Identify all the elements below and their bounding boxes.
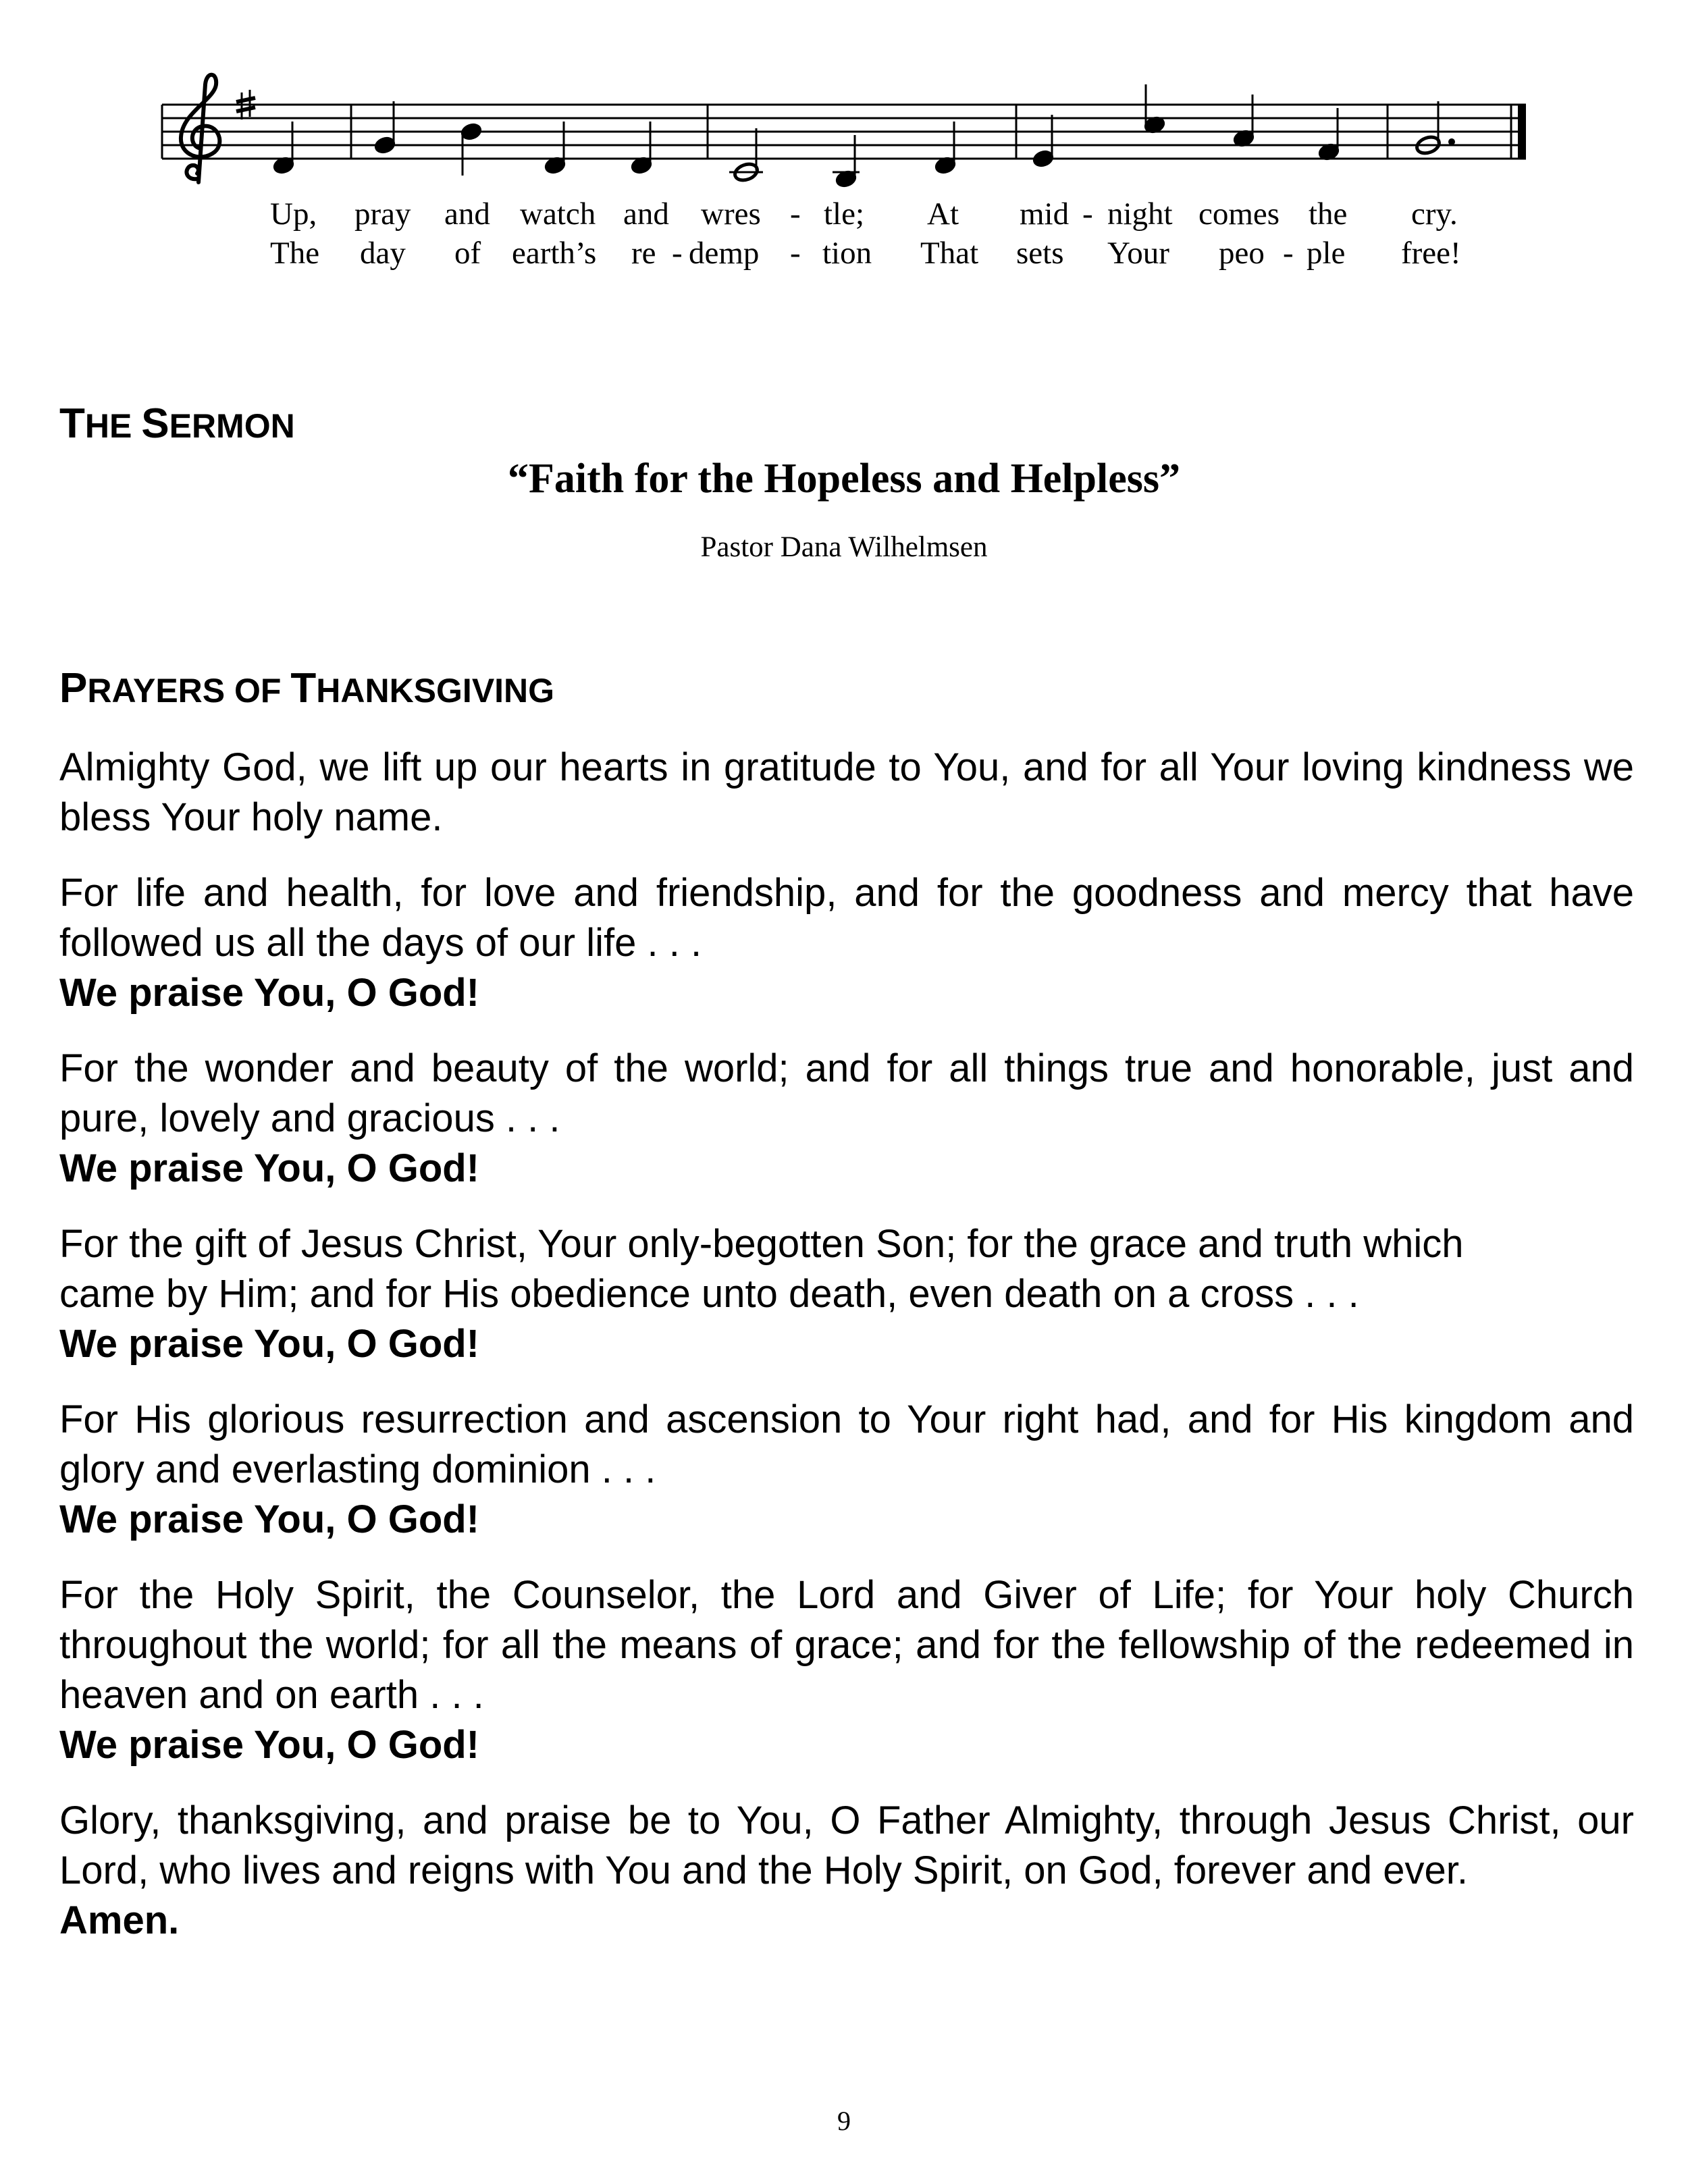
lyric-syllable: earth’s	[512, 236, 597, 271]
prayer-intro: Almighty God, we lift up our hearts in gratitude to You, and for all Your loving kindness we bless Your holy name.	[59, 745, 1634, 839]
sermon-heading: THE SERMON	[59, 400, 295, 447]
sermon-title: “Faith for the Hopeless and Helpless”	[507, 456, 1181, 502]
preacher-name: Pastor Dana Wilhelmsen	[700, 531, 988, 563]
hymn-verse-1	[155, 196, 1539, 232]
lyric-syllable: the	[1309, 196, 1348, 232]
lyric-syllable: tle;	[824, 196, 865, 232]
lyric-syllable: -	[790, 196, 801, 232]
lyric-syllable: sets	[1016, 236, 1064, 271]
lyric-syllable: day	[360, 236, 406, 271]
amen: Amen.	[59, 1898, 180, 1942]
prayers-heading: PRAYERS OF THANKSGIVING	[59, 665, 555, 712]
page-number: 9	[837, 2106, 851, 2136]
prayer-response: We praise You, O God!	[59, 1497, 479, 1541]
lyric-syllable: -	[672, 236, 683, 271]
lyric-syllable: tion	[822, 236, 872, 271]
lyric-syllable: free!	[1401, 236, 1461, 271]
prayer-petition: For life and health, for love and friendship, and for the goodness and mercy that have followed us all the days of our life . . .	[59, 871, 1634, 965]
lyric-syllable: comes	[1198, 196, 1280, 232]
lyric-syllable: cry.	[1411, 196, 1458, 232]
prayer-petition-line: came by Him; and for His obedience unto death, even death on a cross . . .	[59, 1272, 1359, 1316]
lyric-syllable: Your	[1107, 236, 1169, 271]
lyric-syllable: of	[454, 236, 481, 271]
treble-clef-icon	[181, 75, 219, 182]
music-staff	[155, 64, 1539, 192]
prayer-petition: For the wonder and beauty of the world; and for all things true and honorable, just and pure, lovely and gracious . . .	[59, 1046, 1634, 1140]
lyric-syllable: demp	[689, 236, 760, 271]
lyric-syllable: peo	[1219, 236, 1265, 271]
lyric-syllable: That	[920, 236, 979, 271]
lyric-syllable: and	[444, 196, 490, 232]
lyric-syllable: night	[1107, 196, 1173, 232]
lyric-syllable: pray	[354, 196, 411, 232]
lyric-syllable: and	[623, 196, 669, 232]
prayer-response: We praise You, O God!	[59, 1146, 479, 1190]
lyric-syllable: At	[927, 196, 959, 232]
prayer-petition: For His glorious resurrection and ascension to Your right had, and for His kingdom and glory and everlasting dominion . . .	[59, 1397, 1634, 1491]
hymn-verse-2	[155, 236, 1539, 271]
prayer-closing: Glory, thanksgiving, and praise be to You, O Father Almighty, through Jesus Christ, our Lord, who lives and reigns with You and the Holy Spirit, on God, forever and ever.	[59, 1799, 1634, 1892]
lyric-syllable: re	[631, 236, 656, 271]
lyric-syllable: ple	[1307, 236, 1346, 271]
prayer-petition: For the Holy Spirit, the Counselor, the Lord and Giver of Life; for Your holy Church throughout the world; for all the means of grace; and for the fellowship of the redeemed in heaven and on earth . . .	[59, 1573, 1634, 1717]
lyric-syllable: The	[270, 236, 320, 271]
hymn-music	[155, 64, 1539, 271]
prayer-petition-line: For the gift of Jesus Christ, Your only-begotten Son; for the grace and truth which	[59, 1222, 1464, 1266]
prayers-body	[59, 743, 1634, 1946]
prayer-response: We praise You, O God!	[59, 971, 479, 1015]
lyric-syllable: mid	[1020, 196, 1070, 232]
lyric-syllable: wres	[701, 196, 761, 232]
prayer-response: We praise You, O God!	[59, 1322, 479, 1366]
lyric-syllable: -	[790, 236, 801, 271]
lyric-syllable: -	[1082, 196, 1093, 232]
lyric-syllable: -	[1283, 236, 1294, 271]
prayer-response: We praise You, O God!	[59, 1723, 479, 1767]
lyric-syllable: Up,	[270, 196, 317, 232]
lyric-syllable: watch	[520, 196, 596, 232]
